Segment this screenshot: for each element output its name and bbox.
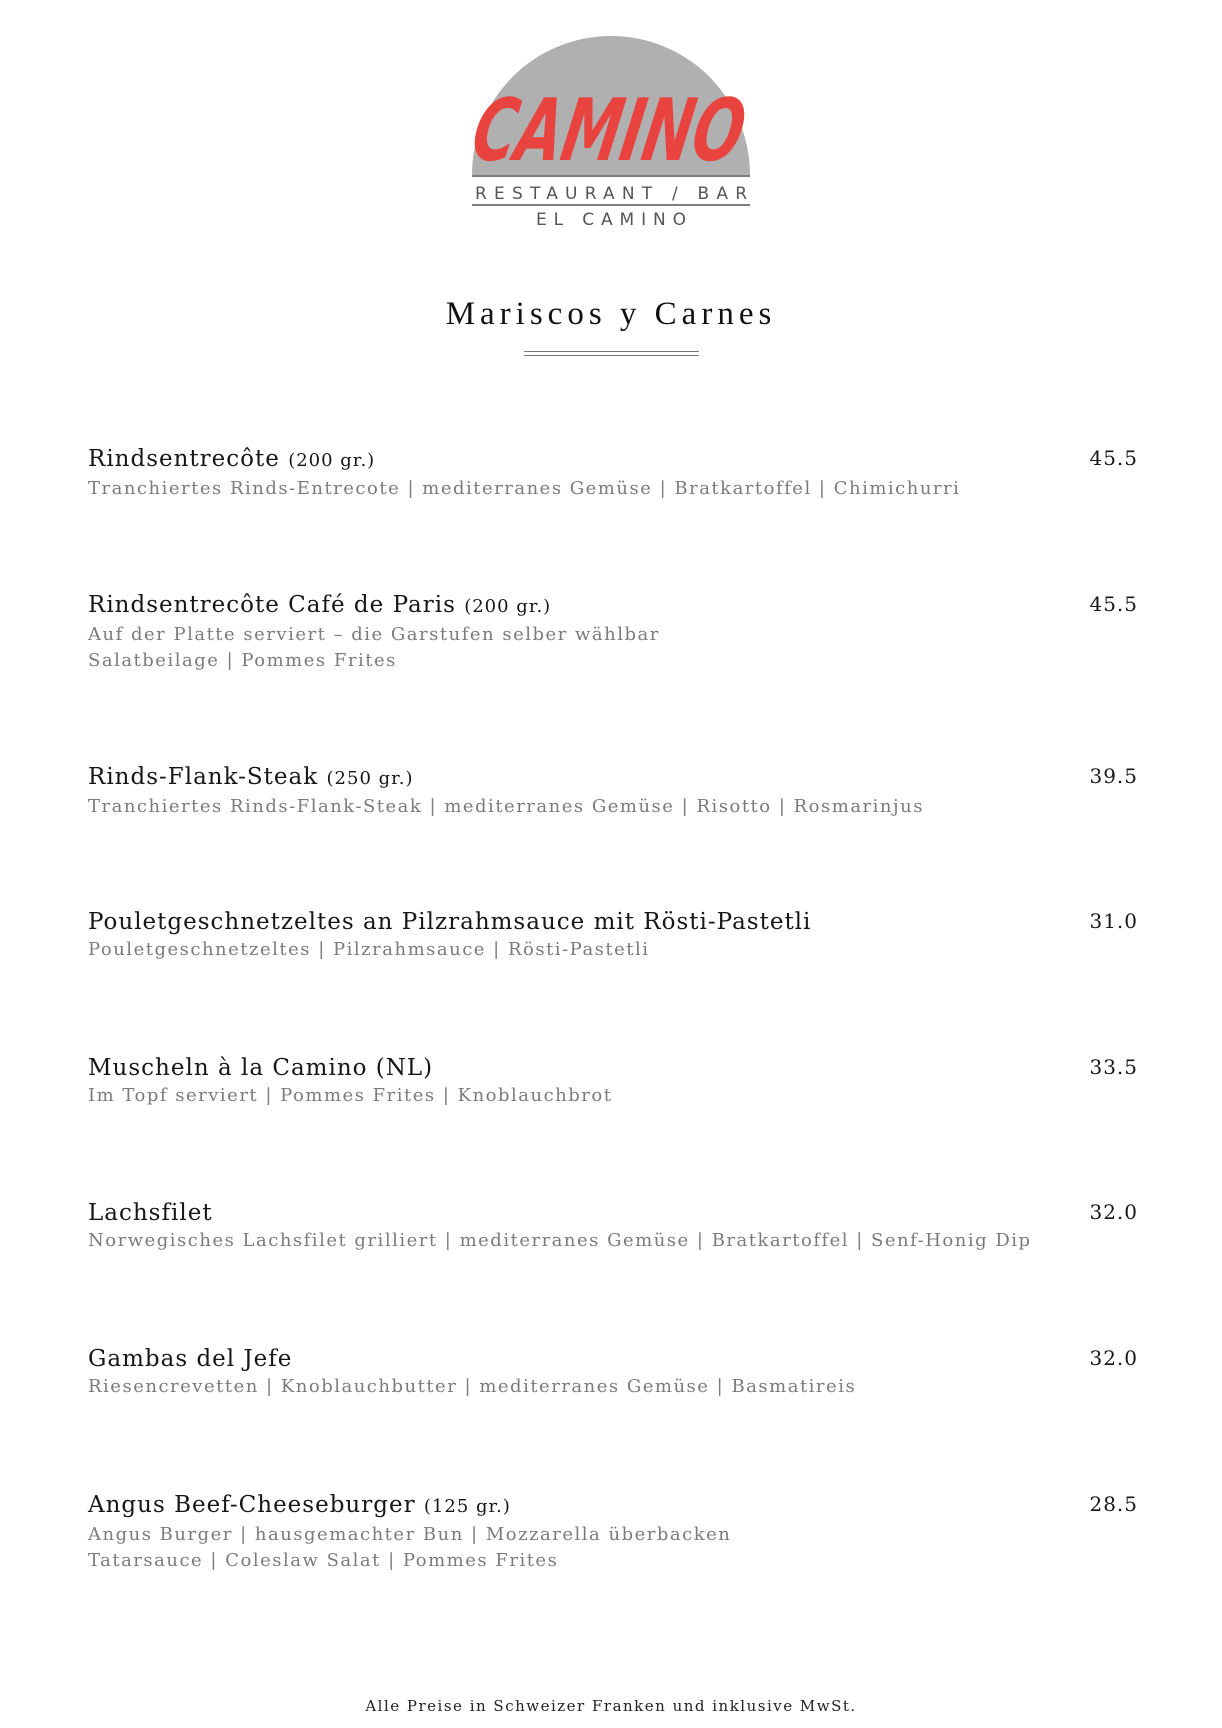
menu-item [88, 590, 1138, 674]
item-price: 32.0 [1089, 1200, 1138, 1224]
item-title-line [88, 444, 1138, 476]
logo-subtitle-restaurant-bar: RESTAURANT / BAR [475, 184, 747, 204]
item-description: Pouletgeschnetzeltes | Pilzrahmsauce | Rösti-Pastetli [88, 939, 650, 960]
item-description: Angus Burger | hausgemachter Bun | Mozzarella überbacken [88, 1524, 732, 1545]
item-title-line [88, 1344, 1138, 1374]
title-double-rule [524, 351, 699, 359]
item-description: Riesencrevetten | Knoblauchbutter | mediterranes Gemüse | Basmatireis [88, 1376, 857, 1397]
restaurant-logo [465, 35, 876, 230]
item-title-line [88, 762, 1138, 794]
item-title-line [88, 590, 1138, 622]
item-description-line-2: Salatbeilage | Pommes Frites [88, 650, 397, 671]
item-price: 32.0 [1089, 1346, 1138, 1370]
menu-item [88, 444, 1138, 502]
item-name: Rindsentrecôte Café de Paris [88, 592, 456, 618]
item-price: 45.5 [1089, 446, 1138, 470]
camino-logo-graphic [465, 35, 876, 230]
item-title-line [88, 1198, 1138, 1228]
item-name: Gambas del Jefe [88, 1346, 293, 1372]
logo-subtitle-el-camino: EL CAMINO [536, 210, 686, 230]
item-description: Auf der Platte serviert – die Garstufen selber wählbar [88, 624, 660, 645]
item-description: Tranchiertes Rinds-Entrecote | mediterranes Gemüse | Bratkartoffel | Chimichurri [88, 478, 961, 499]
item-description: Tranchiertes Rinds-Flank-Steak | mediterranes Gemüse | Risotto | Rosmarinjus [88, 796, 924, 817]
item-weight: (250 gr.) [326, 768, 414, 789]
item-title-line [88, 907, 1138, 937]
menu-item [88, 1198, 1138, 1254]
price-footnote: Alle Preise in Schweizer Franken und inklusive MwSt. [365, 1697, 857, 1715]
item-price: 31.0 [1089, 909, 1138, 933]
item-weight: (125 gr.) [423, 1496, 511, 1517]
item-price: 28.5 [1089, 1492, 1138, 1516]
item-description: Norwegisches Lachsfilet grilliert | mediterranes Gemüse | Bratkartoffel | Senf-Honig Dip [88, 1230, 1032, 1251]
item-price: 39.5 [1089, 764, 1138, 788]
item-name: Lachsfilet [88, 1200, 213, 1226]
item-weight: (200 gr.) [464, 596, 552, 617]
item-price: 45.5 [1089, 592, 1138, 616]
item-weight: (200 gr.) [288, 450, 376, 471]
menu-item [88, 1053, 1138, 1109]
item-description-line-2: Tatarsauce | Coleslaw Salat | Pommes Frites [88, 1550, 559, 1571]
menu-item [88, 1490, 1138, 1574]
item-price: 33.5 [1089, 1055, 1138, 1079]
item-title-line [88, 1053, 1138, 1083]
item-name: Rinds-Flank-Steak [88, 764, 319, 790]
item-name: Rindsentrecôte [88, 446, 280, 472]
item-name: Muscheln à la Camino (NL) [88, 1055, 434, 1081]
item-title-line [88, 1490, 1138, 1522]
menu-item [88, 1344, 1138, 1400]
logo-wordmark: CAMINO [465, 81, 876, 181]
item-description: Im Topf serviert | Pommes Frites | Knoblauchbrot [88, 1085, 613, 1106]
item-name: Pouletgeschnetzeltes an Pilzrahmsauce mit Rösti-Pastetli [88, 909, 812, 935]
section-title: Mariscos y Carnes [445, 296, 777, 332]
menu-item [88, 762, 1138, 820]
menu-item [88, 907, 1138, 963]
item-name: Angus Beef-Cheeseburger [88, 1492, 416, 1518]
